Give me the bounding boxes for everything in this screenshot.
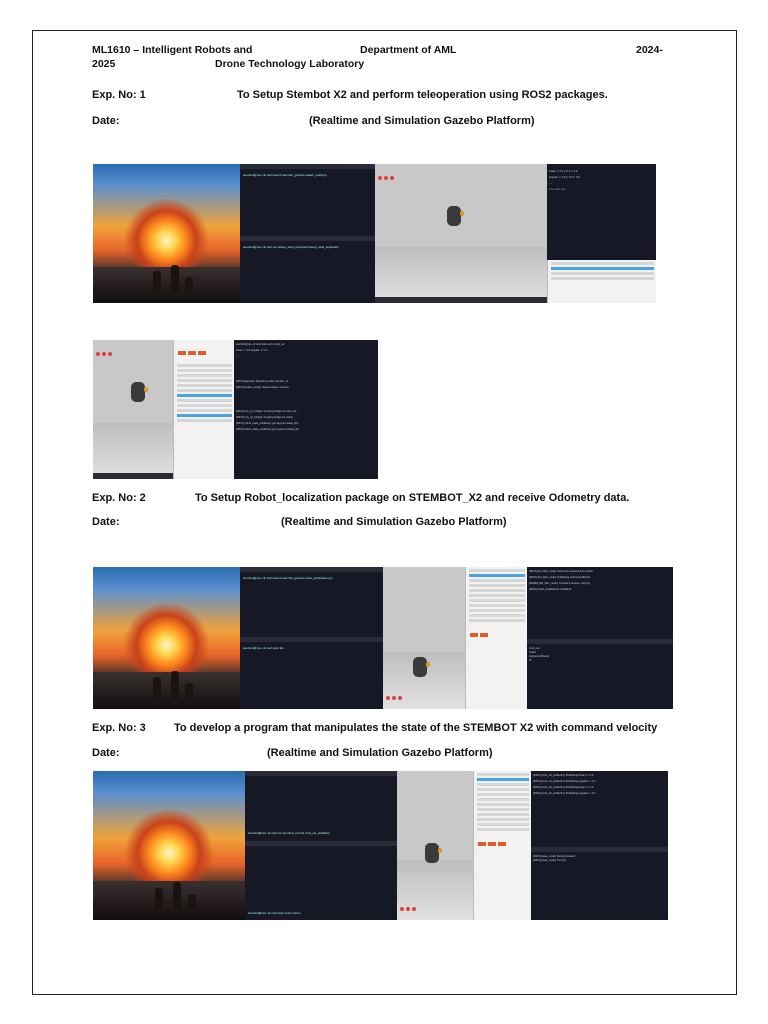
exp1-platform: (Realtime and Simulation Gazebo Platform): [309, 115, 535, 127]
screenshot-exp1-a: [93, 164, 656, 303]
department-name: Department of AML: [360, 44, 457, 56]
terminal-window: stembot@ros:~$ ros2 topic echo /odom: [245, 841, 397, 920]
terminal-window: stembot@ros:~$ ros2 launch stembot_gazebo robot_localization.py: [240, 567, 383, 637]
entity-tree-panel: [547, 260, 656, 303]
exp3-title: To develop a program that manipulates the state of the STEMBOT X2 with command velocity: [174, 722, 658, 734]
exp3-date-label: Date:: [92, 747, 120, 759]
terminal-window: stembot@ros:~$ ros2 launch stembot_gazebo spawn_world.py: [240, 164, 375, 236]
exp2-platform: (Realtime and Simulation Gazebo Platform): [281, 516, 507, 528]
terminal-log: [INFO] [cmd_vel_publisher]: Publishing linear.x = 0.2 [INFO] [cmd_vel_publisher]: Publishing angular.z = 0.1 [INFO] [cmd_vel_publisher]: Publishing linear.x = 0.2 [INFO] [cmd_vel_publisher]: Publishing angular.z = 0.1: [531, 771, 668, 847]
course-title: ML1610 – Intelligent Robots and: [92, 44, 253, 56]
gazebo-view: [93, 340, 173, 479]
course-year-cont: 2025: [92, 58, 116, 70]
terminal-log: [INFO] [ekf_filter_node]: Odometry received from /odom [INFO] [ekf_filter_node]: Publishing /odometry/filtered [WARN] [ekf_filter_node]: Transform timeout, retrying [INFO] [robot_localization]: Initialized: [527, 567, 673, 639]
terminal-window: linear: x: 0.5 y: 0.0 z: 0.0 angular: x: 0.0 y: 0.0 z: 0.0 --- u i o / j k l / m , .: [547, 164, 656, 260]
terminal-log: stembot@ros:~$ ros2 topic echo /cmd_vel linear: x: 0.5 angular: z: 0.0 --- [INFO] [gazebo]: Spawning entity stembot_x2 [INFO] [spawn_entity]: Spawn status: success [INFO] [ros_gz_bridge]: Creating bridge for /cmd_vel [INFO] [ros_gz_bridge]: Creating bridge for /odom [INFO] [robot_state_publisher]: got segment base_link [INFO] [robot_state_publisher]: got segment wheel_left: [234, 340, 378, 479]
gazebo-view: [383, 567, 465, 709]
exp2-number: Exp. No: 2: [92, 492, 146, 504]
wallpaper-sunset: [93, 567, 240, 709]
exp3-platform: (Realtime and Simulation Gazebo Platform): [267, 747, 493, 759]
entity-tree-panel: [465, 567, 528, 709]
year-start: 2024-: [636, 44, 663, 56]
terminal-window: [INFO] [state_node]: Moving forward [INFO] [state_node]: Turning: [531, 847, 668, 920]
terminal-window: stembot@ros:~$ ros2 run stembot_control cmd_vel_publisher: [245, 771, 397, 841]
exp2-date-label: Date:: [92, 516, 120, 528]
gazebo-view: [375, 164, 547, 303]
component-inspector-panel: [173, 340, 235, 479]
exp2-title: To Setup Robot_localization package on STEMBOT_X2 and receive Odometry data.: [195, 492, 630, 504]
lab-name: Drone Technology Laboratory: [215, 58, 365, 70]
screenshot-exp1-b: [93, 340, 378, 479]
gazebo-view: [397, 771, 473, 920]
terminal-window: stembot@ros:~$ ros2 run teleop_twist_keyboard teleop_twist_keyboard: [240, 236, 375, 303]
terminal-window: /cmd_vel /odom /odometry/filtered /tf: [527, 639, 673, 709]
screenshot-exp2: [93, 567, 673, 709]
screenshot-exp3: [93, 771, 668, 920]
wallpaper-sunset: [93, 164, 240, 303]
exp1-date-label: Date:: [92, 115, 120, 127]
exp3-number: Exp. No: 3: [92, 722, 146, 734]
exp1-number: Exp. No: 1: [92, 89, 146, 101]
exp1-title: To Setup Stembot X2 and perform teleoperation using ROS2 packages.: [237, 89, 608, 101]
wallpaper-sunset: [93, 771, 245, 920]
terminal-window: stembot@ros:~$ ros2 topic list: [240, 637, 383, 709]
component-inspector-panel: [473, 771, 532, 920]
